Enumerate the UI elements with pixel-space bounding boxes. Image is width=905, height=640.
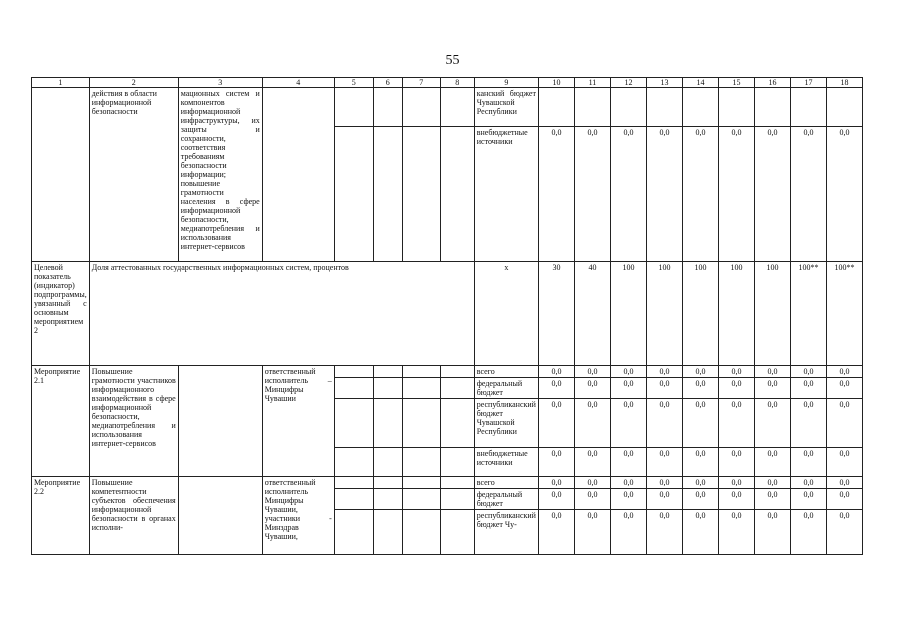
cell — [402, 477, 440, 489]
value-cell: 0,0 — [646, 510, 682, 555]
cell — [334, 477, 373, 489]
cell — [334, 127, 373, 262]
cell — [334, 489, 373, 510]
value-cell: 0,0 — [826, 366, 862, 378]
cell — [402, 399, 440, 448]
cell — [440, 88, 474, 127]
value-cell — [538, 88, 574, 127]
executor: ответственный исполнитель – Минцифры Чувашии — [262, 366, 334, 477]
value-cell: 0,0 — [754, 378, 790, 399]
value-cell: 0,0 — [826, 477, 862, 489]
value-cell: 0,0 — [538, 378, 574, 399]
column-number: 3 — [178, 78, 262, 88]
cell — [402, 489, 440, 510]
value-cell: 0,0 — [718, 510, 754, 555]
cell — [440, 510, 474, 555]
indicator-text: Доля аттестованных государственных информационных систем, процентов — [89, 262, 474, 366]
value-cell: 0,0 — [826, 489, 862, 510]
program-table — [31, 77, 863, 555]
value-cell — [682, 88, 718, 127]
value-cell: 0,0 — [754, 510, 790, 555]
value-cell: 0,0 — [718, 399, 754, 448]
value-cell: 0,0 — [646, 127, 682, 262]
value-cell — [718, 88, 754, 127]
cell — [334, 378, 373, 399]
cell — [440, 127, 474, 262]
value-cell: 0,0 — [538, 127, 574, 262]
cell — [402, 510, 440, 555]
cell — [440, 489, 474, 510]
value-cell: 0,0 — [826, 378, 862, 399]
value-cell: 0,0 — [790, 477, 826, 489]
value-cell: 0,0 — [718, 378, 754, 399]
cell — [334, 366, 373, 378]
value-cell: 0,0 — [646, 489, 682, 510]
cell — [262, 88, 334, 262]
column-number: 8 — [440, 78, 474, 88]
column-number: 1 — [32, 78, 90, 88]
value-cell: 0,0 — [646, 399, 682, 448]
column-number: 18 — [826, 78, 862, 88]
cell — [440, 366, 474, 378]
value-cell: 100 — [682, 262, 718, 366]
cell — [334, 399, 373, 448]
cell — [32, 88, 90, 262]
value-cell: 0,0 — [574, 448, 610, 477]
value-cell: 0,0 — [574, 477, 610, 489]
column-number: 13 — [646, 78, 682, 88]
value-cell: 0,0 — [610, 127, 646, 262]
cell — [373, 477, 402, 489]
table-row — [32, 366, 863, 378]
value-cell — [646, 88, 682, 127]
value-cell: 0,0 — [574, 489, 610, 510]
value-cell: 100 — [754, 262, 790, 366]
cell — [373, 366, 402, 378]
value-cell: 0,0 — [610, 510, 646, 555]
value-cell: 0,0 — [646, 448, 682, 477]
value-cell: 0,0 — [718, 489, 754, 510]
value-cell: 100** — [790, 262, 826, 366]
column-number: 7 — [402, 78, 440, 88]
value-cell: 0,0 — [646, 477, 682, 489]
column-number: 16 — [754, 78, 790, 88]
value-cell: 0,0 — [682, 127, 718, 262]
value-cell: 0,0 — [754, 448, 790, 477]
value-cell: 0,0 — [718, 448, 754, 477]
executor: ответственный исполнитель Минцифры Чувашии, участники - Минздрав Чувашии, — [262, 477, 334, 555]
indicator-label: Целевой показатель (индикатор) подпрограммы, увязанный с основным мероприятием 2 — [32, 262, 90, 366]
value-cell: 0,0 — [574, 366, 610, 378]
value-cell: 0,0 — [610, 366, 646, 378]
value-cell: 0,0 — [646, 366, 682, 378]
value-cell: 0,0 — [754, 366, 790, 378]
value-cell: 100 — [646, 262, 682, 366]
value-cell: 0,0 — [790, 489, 826, 510]
cell — [373, 399, 402, 448]
value-cell: 0,0 — [574, 399, 610, 448]
cell — [373, 88, 402, 127]
column-number-row — [32, 78, 863, 88]
value-cell — [790, 88, 826, 127]
column-number: 15 — [718, 78, 754, 88]
cell — [178, 366, 262, 477]
measure-name: действия в области информационной безопасности — [89, 88, 178, 262]
cell — [402, 88, 440, 127]
cell — [373, 127, 402, 262]
value-cell: 0,0 — [538, 477, 574, 489]
value-cell: 0,0 — [682, 477, 718, 489]
value-cell: 0,0 — [610, 489, 646, 510]
value-cell: 0,0 — [538, 399, 574, 448]
value-cell: 0,0 — [790, 510, 826, 555]
value-cell: 0,0 — [790, 448, 826, 477]
value-cell: 0,0 — [538, 448, 574, 477]
value-cell: 0,0 — [682, 489, 718, 510]
value-cell: 0,0 — [718, 366, 754, 378]
cell — [440, 477, 474, 489]
cell — [373, 448, 402, 477]
funding-source: республиканский бюджет Чу- — [474, 510, 538, 555]
value-cell: 0,0 — [682, 399, 718, 448]
value-cell: 0,0 — [682, 510, 718, 555]
value-cell: 0,0 — [646, 378, 682, 399]
column-number: 4 — [262, 78, 334, 88]
table-row — [32, 88, 863, 127]
value-cell: 0,0 — [538, 510, 574, 555]
funding-source: республиканский бюджет Чувашской Республики — [474, 399, 538, 448]
value-cell: 30 — [538, 262, 574, 366]
column-number: 2 — [89, 78, 178, 88]
value-cell: 0,0 — [610, 378, 646, 399]
table-row — [32, 262, 863, 366]
cell — [440, 378, 474, 399]
value-cell: 0,0 — [754, 127, 790, 262]
cell — [440, 399, 474, 448]
cell — [402, 366, 440, 378]
value-cell: 0,0 — [826, 127, 862, 262]
page-number: 55 — [445, 53, 460, 68]
value-cell: 0,0 — [790, 399, 826, 448]
funding-source: федеральный бюджет — [474, 378, 538, 399]
column-number: 6 — [373, 78, 402, 88]
value-cell: 100 — [718, 262, 754, 366]
cell — [402, 127, 440, 262]
value-cell: 0,0 — [538, 489, 574, 510]
indicator-unit: х — [474, 262, 538, 366]
column-number: 14 — [682, 78, 718, 88]
cell — [334, 448, 373, 477]
value-cell: 100** — [826, 262, 862, 366]
column-number: 17 — [790, 78, 826, 88]
cell — [178, 477, 262, 555]
measure-number: Мероприятие 2.2 — [32, 477, 90, 555]
cell — [402, 448, 440, 477]
value-cell: 0,0 — [790, 127, 826, 262]
value-cell: 0,0 — [610, 448, 646, 477]
value-cell — [826, 88, 862, 127]
value-cell: 0,0 — [682, 366, 718, 378]
value-cell: 0,0 — [610, 399, 646, 448]
measure-name: Повышение грамотности участников информационного взаимодействия в сфере информационной безопасности, медиапотребления и использования интернет-сервисов — [89, 366, 178, 477]
value-cell: 0,0 — [538, 366, 574, 378]
funding-source: всего — [474, 366, 538, 378]
cell — [373, 510, 402, 555]
column-number: 10 — [538, 78, 574, 88]
value-cell: 0,0 — [610, 477, 646, 489]
funding-source: федеральный бюджет — [474, 489, 538, 510]
cell — [334, 88, 373, 127]
value-cell — [574, 88, 610, 127]
value-cell: 0,0 — [574, 378, 610, 399]
value-cell: 0,0 — [826, 510, 862, 555]
value-cell: 0,0 — [718, 477, 754, 489]
value-cell: 0,0 — [574, 127, 610, 262]
value-cell: 0,0 — [826, 399, 862, 448]
column-number: 11 — [574, 78, 610, 88]
funding-source: внебюджетные источники — [474, 127, 538, 262]
value-cell: 0,0 — [790, 378, 826, 399]
value-cell: 100 — [610, 262, 646, 366]
funding-source: канский бюджет Чувашской Республики — [474, 88, 538, 127]
value-cell: 0,0 — [718, 127, 754, 262]
column-number: 5 — [334, 78, 373, 88]
measure-task: мационных систем и компонентов информационной инфраструктуры, их защиты и сохранности, соответствия требованиям безопасности информации; повышение грамотности населения в сфере информационной безопасности, медиапотребления и использования интернет-сервисов — [178, 88, 262, 262]
value-cell: 0,0 — [682, 448, 718, 477]
value-cell: 0,0 — [754, 489, 790, 510]
table-row — [32, 477, 863, 489]
value-cell: 40 — [574, 262, 610, 366]
value-cell: 0,0 — [682, 378, 718, 399]
cell — [334, 510, 373, 555]
cell — [440, 448, 474, 477]
value-cell — [754, 88, 790, 127]
funding-source: всего — [474, 477, 538, 489]
funding-source: внебюджетные источники — [474, 448, 538, 477]
value-cell: 0,0 — [754, 477, 790, 489]
measure-number: Мероприятие 2.1 — [32, 366, 90, 477]
cell — [373, 489, 402, 510]
value-cell: 0,0 — [826, 448, 862, 477]
cell — [402, 378, 440, 399]
value-cell: 0,0 — [574, 510, 610, 555]
column-number: 9 — [474, 78, 538, 88]
value-cell — [610, 88, 646, 127]
cell — [373, 378, 402, 399]
column-number: 12 — [610, 78, 646, 88]
value-cell: 0,0 — [754, 399, 790, 448]
value-cell: 0,0 — [790, 366, 826, 378]
measure-name: Повышение компетентности субъектов обеспечения информационной безопасности в органах исполни- — [89, 477, 178, 555]
